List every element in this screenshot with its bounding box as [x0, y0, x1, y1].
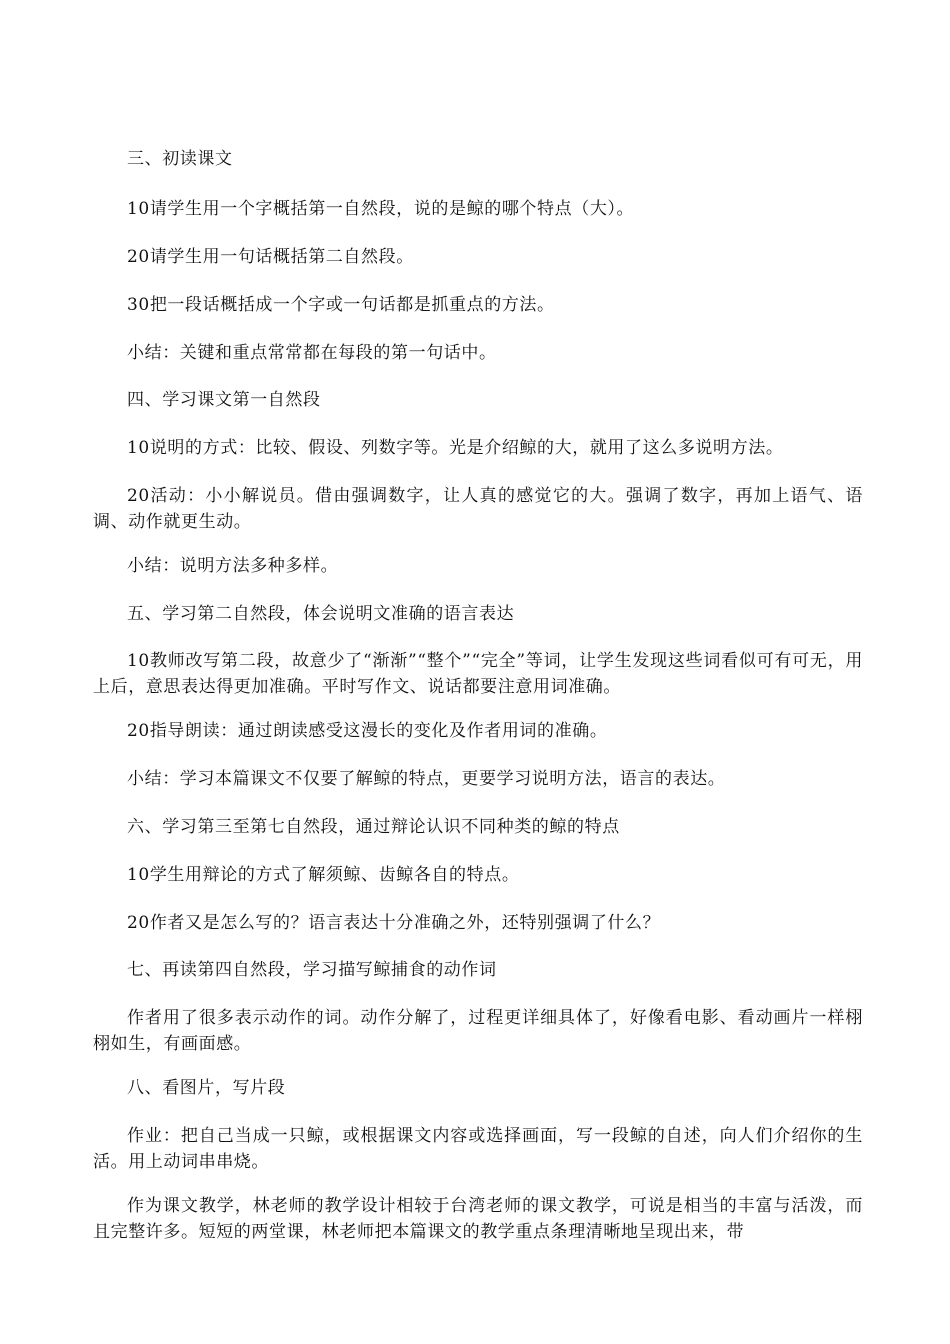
paragraph: 20指导朗读：通过朗读感受这漫长的变化及作者用词的准确。 [127, 721, 608, 741]
paragraph: 作者用了很多表示动作的词。动作分解了，过程更详细具体了，好像看电影、看动画片一样栩栩如生，有画面感。 [93, 1008, 863, 1054]
summary-paragraph: 小结：说明方法多种多样。 [127, 556, 339, 576]
heading-picture-writing: 八、看图片，写片段 [127, 1078, 286, 1098]
heading-first-reading: 三、初读课文 [127, 149, 233, 169]
paragraph: 10学生用辩论的方式了解须鲸、齿鲸各自的特点。 [127, 865, 520, 885]
homework-paragraph: 作业：把自己当成一只鲸，或根据课文内容或选择画面，写一段鲸的自述，向人们介绍你的生活。用上动词串串烧。 [93, 1126, 863, 1172]
heading-paragraph-one: 四、学习课文第一自然段 [127, 390, 321, 410]
paragraph: 20活动：小小解说员。借由强调数字，让人真的感觉它的大。强调了数字，再加上语气、语调、动作就更生动。 [93, 486, 863, 532]
paragraph: 10请学生用一个字概括第一自然段，说的是鲸的哪个特点（大）。 [127, 199, 635, 219]
heading-paragraph-two: 五、学习第二自然段，体会说明文准确的语言表达 [127, 604, 515, 624]
heading-paragraph-four: 七、再读第四自然段，学习描写鲸捕食的动作词 [127, 960, 497, 980]
summary-paragraph: 小结：学习本篇课文不仅要了解鲸的特点，更要学习说明方法，语言的表达。 [127, 769, 726, 789]
paragraph: 30把一段话概括成一个字或一句话都是抓重点的方法。 [127, 295, 555, 315]
paragraph: 10说明的方式：比较、假设、列数字等。光是介绍鲸的大，就用了这么多说明方法。 [127, 438, 784, 458]
paragraph: 20请学生用一句话概括第二自然段。 [127, 247, 414, 267]
commentary-paragraph: 作为课文教学，林老师的教学设计相较于台湾老师的课文教学，可说是相当的丰富与活泼，而且完整许多。短短的两堂课，林老师把本篇课文的教学重点条理清晰地呈现出来，带 [93, 1196, 863, 1242]
summary-paragraph: 小结：关键和重点常常都在每段的第一句话中。 [127, 343, 497, 363]
paragraph: 20作者又是怎么写的？语言表达十分准确之外，还特别强调了什么？ [127, 913, 661, 933]
paragraph: 10教师改写第二段，故意少了“渐渐”“整个”“完全”等词，让学生发现这些词看似可有可无，用上后，意思表达得更加准确。平时写作文、说话都要注意用词准确。 [93, 651, 863, 697]
heading-paragraphs-three-to-seven: 六、学习第三至第七自然段，通过辩论认识不同种类的鲸的特点 [127, 817, 620, 837]
